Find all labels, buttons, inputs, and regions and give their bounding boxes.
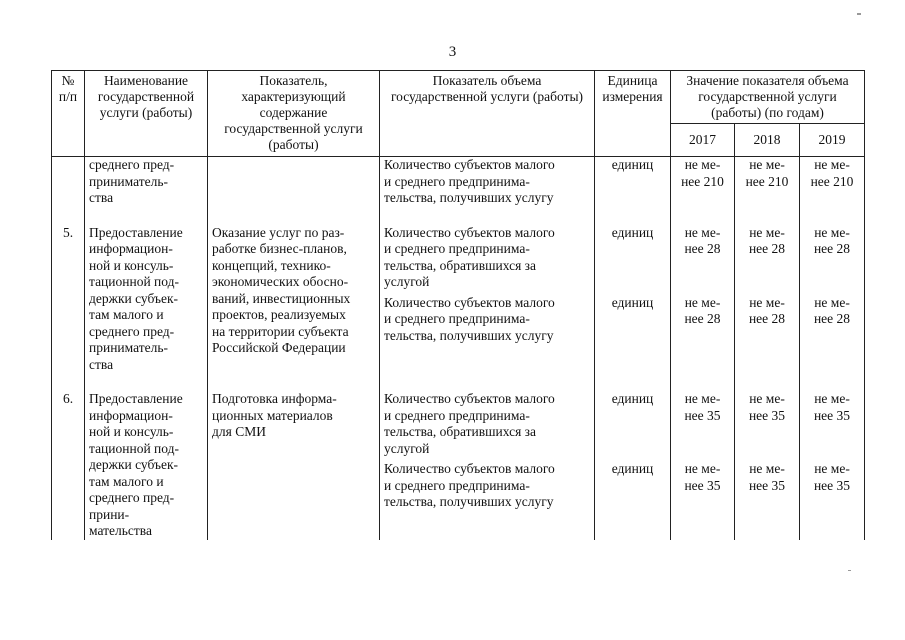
header-content-indicator: Показатель, характеризующий содержание государственной услуги (работы) [208, 71, 380, 157]
text-line: нее 28 [813, 241, 851, 256]
text-line: проектов, реализуемых [212, 307, 346, 322]
text-line: услугой [384, 274, 430, 289]
text-line: Количество субъектов малого [384, 294, 555, 310]
text-line: нее 210 [745, 173, 789, 189]
text-line: для СМИ [212, 424, 266, 439]
header-indicator-value: Значение показателя объема государственной услуги (работы) (по годам) [671, 71, 865, 124]
indicator-value [804, 225, 860, 291]
text-line: не ме- [749, 294, 785, 310]
row-number: 5. [52, 225, 85, 374]
spacer-cell [85, 373, 208, 391]
unit-value: единиц [611, 224, 654, 240]
indicator-value [675, 295, 730, 345]
spacer-cell [52, 373, 85, 391]
indicator-value [804, 391, 860, 457]
service-name-cell [85, 391, 208, 540]
text-line: среднего пред- [89, 490, 175, 505]
table-row [52, 157, 865, 207]
spacer-cell [800, 373, 865, 391]
spacer-cell [380, 373, 595, 391]
scan-speck [857, 13, 861, 15]
text-line: там малого и [89, 473, 164, 489]
text-line: не ме- [684, 391, 721, 406]
indicator-value [675, 461, 730, 511]
text-line: не ме- [749, 461, 785, 476]
volume-indicator [384, 225, 590, 291]
spacer-cell [208, 207, 380, 225]
text-line: нее 28 [684, 311, 721, 326]
text-line: ства [89, 190, 114, 205]
text-line: Количество субъектов малого [384, 391, 555, 406]
services-table [51, 70, 864, 540]
text-line: и среднего предпринима- [384, 173, 530, 189]
text-line: нее 210 [681, 173, 724, 189]
content-indicator-cell [208, 391, 380, 540]
service-name-cell [85, 157, 208, 207]
text-line: не ме- [814, 391, 850, 406]
text-line: ной и консуль- [89, 424, 174, 439]
volume-indicator [384, 461, 590, 511]
row-number [52, 157, 85, 207]
text-line: тационной под- [89, 440, 180, 456]
indicator-value [739, 157, 795, 207]
text-line: не ме- [814, 224, 850, 240]
spacer-cell [671, 373, 735, 391]
page-number: 3 [448, 44, 457, 60]
text-line: среднего пред- [89, 323, 175, 339]
indicator-value [675, 391, 730, 457]
spacer-cell [595, 373, 671, 391]
value-2018-cell [735, 157, 800, 207]
text-line: ваний, инвестиционных [212, 290, 351, 306]
text-line: приниматель- [89, 173, 169, 189]
text-line: тельства, получивших услугу [384, 190, 554, 205]
table-row [52, 391, 865, 540]
text-line: не ме- [814, 157, 850, 172]
spacer-cell [671, 207, 735, 225]
unit-cell [595, 157, 671, 207]
header-year-2019: 2019 [800, 124, 865, 157]
text-line: нее 28 [748, 311, 786, 326]
unit-cell [595, 225, 671, 374]
unit-cell [595, 391, 671, 540]
text-line: Оказание услуг по раз- [212, 224, 345, 240]
text-line: нее 35 [684, 477, 721, 493]
volume-indicator-cell [380, 157, 595, 207]
text-line: не ме- [684, 224, 721, 240]
text-line: и среднего предпринима- [384, 241, 530, 256]
text-line: нее 210 [810, 173, 854, 189]
spacer-cell [208, 373, 380, 391]
value-2017-cell [671, 157, 735, 207]
spacer-cell [735, 373, 800, 391]
text-line: на территории субъекта [212, 323, 349, 339]
text-line: ства [89, 356, 114, 372]
text-line: нее 35 [748, 477, 786, 493]
spacer-cell [380, 207, 595, 225]
text-line: работке бизнес-планов, [212, 241, 347, 256]
text-line: прини- [89, 506, 130, 522]
text-line: приниматель- [89, 340, 169, 355]
value-2019-cell [800, 157, 865, 207]
text-line: нее 35 [748, 407, 786, 423]
value-2019-cell [800, 391, 865, 540]
text-line: Предоставление [89, 391, 183, 406]
spacer-cell [735, 207, 800, 225]
indicator-value [739, 225, 795, 291]
text-line: держки субъек- [89, 457, 179, 472]
text-line: экономических обосно- [212, 274, 349, 289]
indicator-value [739, 295, 795, 345]
text-line: Подготовка информа- [212, 391, 337, 406]
header-year-2017: 2017 [671, 124, 735, 157]
text-line: не ме- [749, 391, 785, 406]
value-2017-cell [671, 225, 735, 374]
text-line: тельства, обратившихся за [384, 424, 537, 439]
volume-indicator [384, 157, 590, 207]
header-service-name: Наименование государственной услуги (работы) [85, 71, 208, 157]
text-line: не ме- [684, 294, 721, 310]
text-line: концепций, технико- [212, 257, 331, 273]
value-2019-cell [800, 225, 865, 374]
text-line: тельства, получивших услугу [384, 494, 554, 509]
text-line: Предоставление [89, 224, 183, 240]
header-no: № п/п [52, 71, 85, 157]
text-line: и среднего предпринима- [384, 407, 530, 423]
text-line: ной и консуль- [89, 257, 174, 273]
text-line: Количество субъектов малого [384, 224, 555, 240]
volume-indicator-cell [380, 391, 595, 540]
text-line: тельства, обратившихся за [384, 257, 537, 273]
table-row [52, 225, 865, 374]
value-2018-cell [735, 391, 800, 540]
unit-value: единиц [611, 157, 654, 172]
text-line: не ме- [684, 157, 721, 172]
indicator-value [804, 461, 860, 511]
text-line: услугой [384, 440, 430, 456]
text-line: не ме- [814, 461, 850, 476]
text-line: там малого и [89, 307, 164, 322]
text-line: не ме- [814, 294, 850, 310]
spacer-cell [52, 207, 85, 225]
spacer-cell [85, 207, 208, 225]
text-line: нее 28 [748, 241, 786, 256]
text-line: Российской Федерации [212, 340, 346, 355]
indicator-value [739, 461, 795, 511]
content-indicator-cell [208, 225, 380, 374]
text-line: и среднего предпринима- [384, 311, 530, 326]
unit-value: единиц [611, 294, 654, 310]
text-line: тельства, получивших услугу [384, 327, 554, 343]
service-name-cell [85, 225, 208, 374]
volume-indicator-cell [380, 225, 595, 374]
volume-indicator [384, 295, 590, 345]
unit-value: единиц [611, 391, 654, 406]
indicator-value [804, 157, 860, 207]
row-number: 6. [52, 391, 85, 540]
text-line: не ме- [684, 461, 721, 476]
header-volume-indicator: Показатель объема государственной услуги (работы) [380, 71, 595, 157]
text-line: нее 28 [813, 311, 851, 326]
table-body [52, 157, 865, 540]
text-line: не ме- [749, 224, 785, 240]
text-line: нее 35 [684, 407, 721, 423]
value-2017-cell [671, 391, 735, 540]
indicator-value [675, 225, 730, 291]
text-line: Количество субъектов малого [384, 157, 555, 172]
text-line: и среднего предпринима- [384, 477, 530, 493]
unit-value: единиц [611, 461, 654, 476]
text-line: нее 28 [684, 241, 721, 256]
value-2018-cell [735, 225, 800, 374]
text-line: нее 35 [813, 477, 851, 493]
indicator-value [675, 157, 730, 207]
text-line: мательства [89, 523, 152, 538]
header-year-2018: 2018 [735, 124, 800, 157]
text-line: тационной под- [89, 274, 180, 289]
header-unit: Единица измерения [595, 71, 671, 157]
indicator-value [739, 391, 795, 457]
content-indicator-cell [208, 157, 380, 207]
text-line: информацион- [89, 407, 173, 423]
text-line: держки субъек- [89, 290, 179, 306]
text-line: среднего пред- [89, 157, 175, 172]
indicator-value [804, 295, 860, 345]
text-line: не ме- [749, 157, 785, 172]
scan-speck [848, 570, 851, 571]
text-line: нее 35 [813, 407, 851, 423]
text-line: информацион- [89, 241, 173, 256]
spacer-cell [800, 207, 865, 225]
spacer-cell [595, 207, 671, 225]
text-line: Количество субъектов малого [384, 461, 555, 476]
text-line: ционных материалов [212, 407, 333, 423]
volume-indicator [384, 391, 590, 457]
